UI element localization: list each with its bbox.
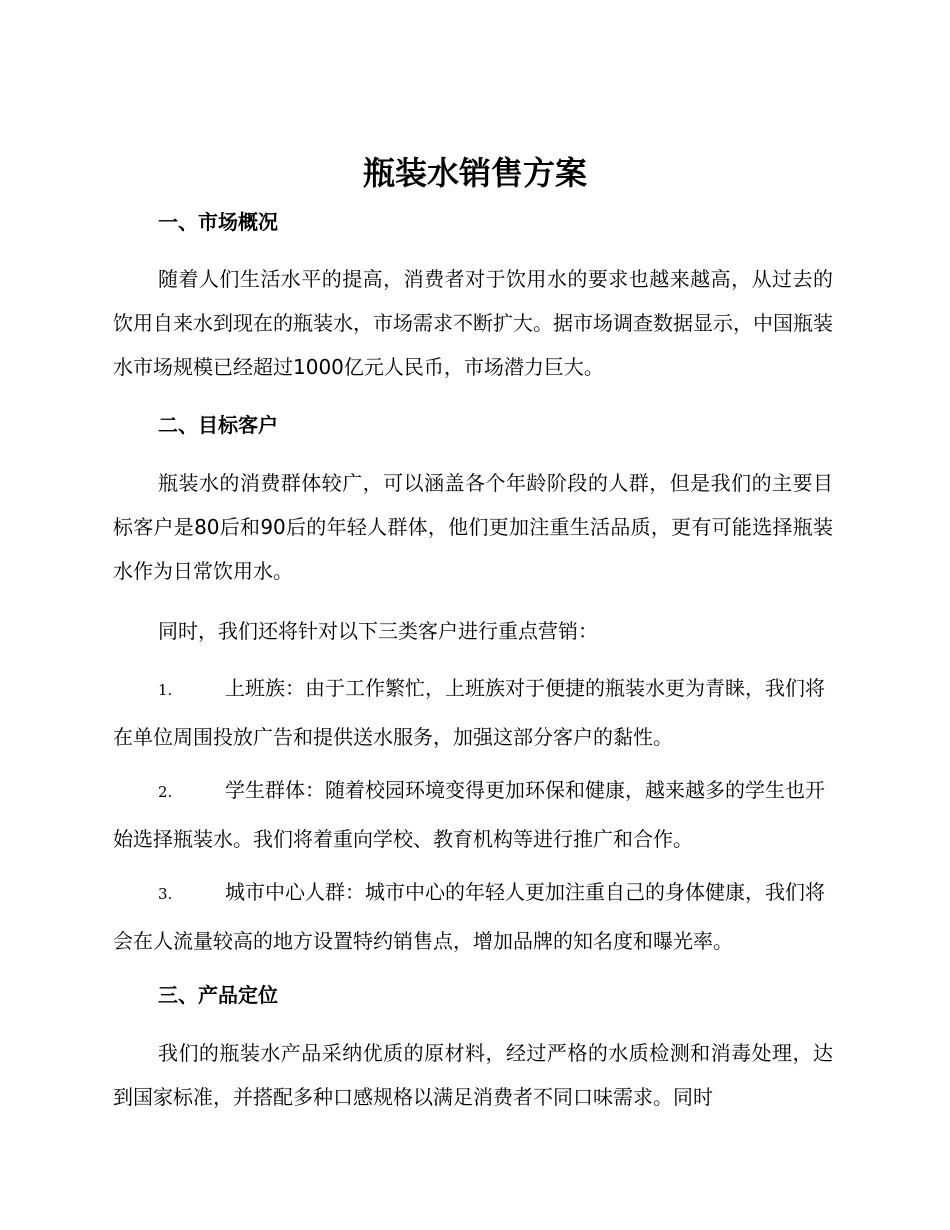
section-heading-market-overview: 一、市场概况 [158, 210, 278, 234]
list-item-students [113, 767, 833, 863]
paragraph-market-overview: 随着人们生活水平的提高，消费者对于饮用水的要求也越来越高，从过去的饮用自来水到现在的瓶装水，市场需求不断扩大。据市场调查数据显示，中国瓶装水市场规模已经超过1000亿元人民币，市场潜力巨大。 [113, 267, 833, 379]
section-heading-product-positioning: 三、产品定位 [158, 983, 278, 1007]
section-heading-target-customers: 二、目标客户 [158, 413, 278, 437]
paragraph-key-marketing-intro: 同时，我们还将针对以下三类客户进行重点营销： [158, 619, 598, 643]
list-item-number: 1. [158, 681, 173, 699]
list-item-text: 学生群体：随着校园环境变得更加环保和健康，越来越多的学生也开始选择瓶装水。我们将着重向学校、教育机构等进行推广和合作。 [113, 778, 825, 851]
paragraph-product-positioning: 我们的瓶装水产品采纳优质的原材料，经过严格的水质检测和消毒处理，达到国家标准，并搭配多种口感规格以满足消费者不同口味需求。同时 [113, 1041, 833, 1109]
list-item-city-center [113, 869, 833, 965]
list-item-text: 上班族：由于工作繁忙，上班族对于便捷的瓶装水更为青睐，我们将在单位周围投放广告和提供送水服务，加强这部分客户的黏性。 [113, 676, 825, 749]
document-title: 瓶装水销售方案 [362, 154, 587, 192]
paragraph-target-customers: 瓶装水的消费群体较广，可以涵盖各个年龄阶段的人群，但是我们的主要目标客户是80后和90后的年轻人群体，他们更加注重生活品质，更有可能选择瓶装水作为日常饮用水。 [113, 471, 833, 583]
list-item-number: 3. [158, 885, 173, 903]
list-item-text: 城市中心人群：城市中心的年轻人更加注重自己的身体健康，我们将会在人流量较高的地方设置特约销售点，增加品牌的知名度和曝光率。 [113, 880, 825, 953]
list-item-number: 2. [158, 783, 173, 801]
list-item-office-workers [113, 665, 833, 761]
